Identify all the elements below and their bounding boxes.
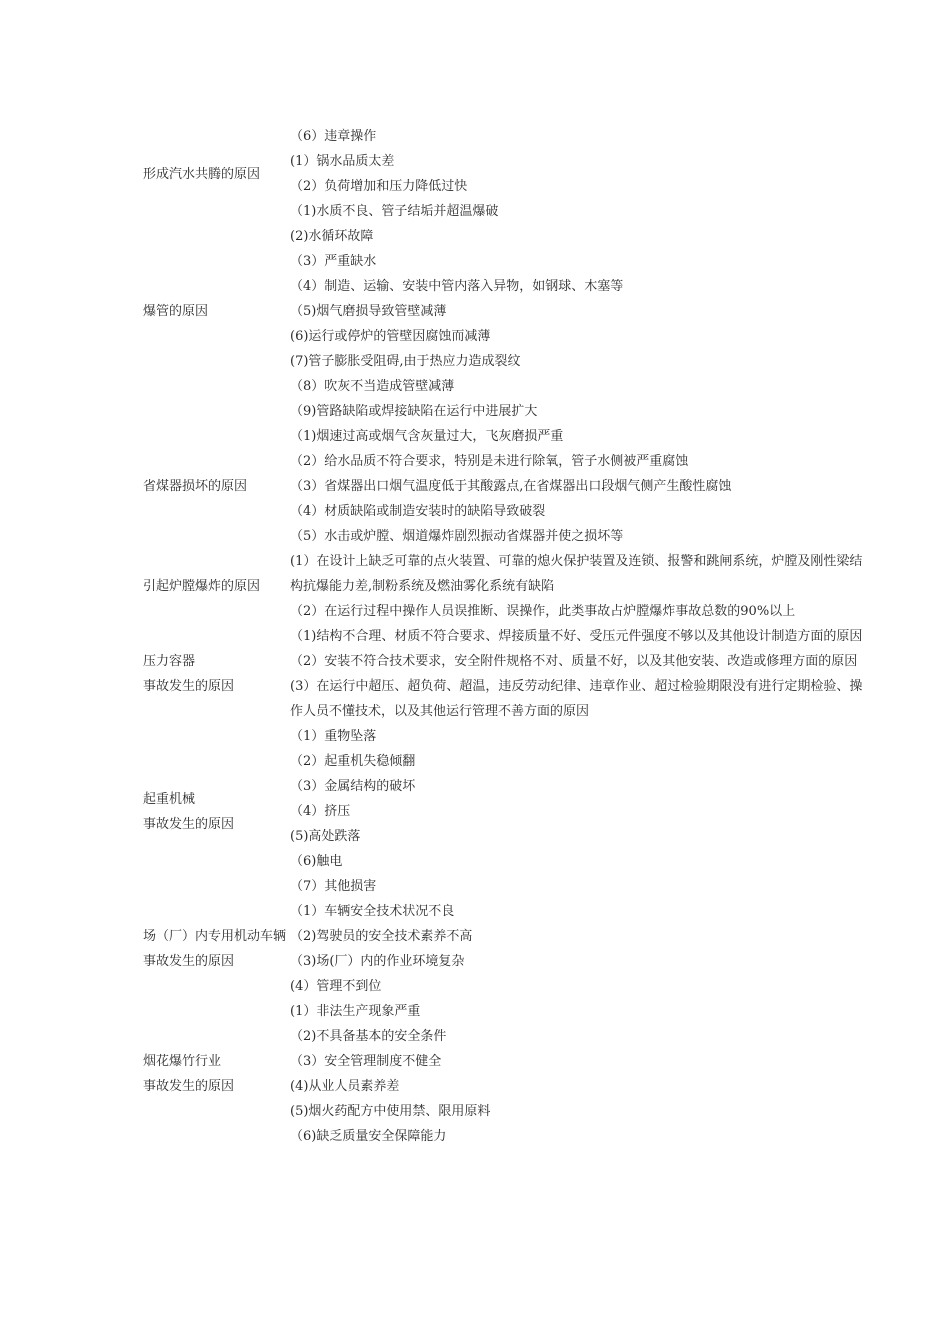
block-0 — [143, 124, 863, 149]
list-item: (6)运行或停炉的管壁因腐蚀而减薄 — [290, 329, 491, 344]
block-pressure-vessel — [143, 624, 863, 724]
list-item: （2)不具备基本的安全条件 — [290, 1029, 447, 1044]
block-label — [143, 574, 290, 599]
list-item: （1）车辆安全技术状况不良 — [290, 904, 455, 919]
block-label — [143, 299, 290, 324]
label-line: 场（厂）内专用机动车辆 — [143, 929, 287, 944]
list-item: （1)烟速过高或烟气含灰量过大，飞灰磨损严重 — [290, 429, 564, 444]
list-item: （3)场(厂）内的作业环境复杂 — [290, 954, 465, 969]
list-item: (3）在运行中超压、超负荷、超温，违反劳动纪律、违章作业、超过检验期限没有进行定期检验、操作人员不懂技术，以及其他运行管理不善方面的原因 — [290, 679, 863, 719]
label-line: 引起炉膛爆炸的原因 — [143, 579, 261, 594]
list-item: (1）在设计上缺乏可靠的点火装置、可靠的熄火保护装置及连锁、报警和跳闸系统，炉膛及刚性梁结构抗爆能力差,制粉系统及燃油雾化系统有缺陷 — [290, 554, 863, 594]
list-item: （1)水质不良、管子结垢并超温爆破 — [290, 204, 499, 219]
document-body — [143, 124, 863, 1149]
block-items — [290, 424, 863, 549]
block-label — [143, 474, 290, 499]
list-item: （7）其他损害 — [290, 879, 377, 894]
list-item: (1）非法生产现象严重 — [290, 1004, 421, 1019]
block-label — [143, 162, 290, 187]
list-item: (5)烟火药配方中使用禁、限用原料 — [290, 1104, 491, 1119]
list-item: （6)缺乏质量安全保障能力 — [290, 1129, 447, 1144]
list-item: （6)触电 — [290, 854, 343, 869]
list-item: （5)烟气磨损导致管壁减薄 — [290, 304, 447, 319]
block-tube-burst — [143, 199, 863, 424]
block-items — [290, 899, 863, 999]
block-label — [143, 649, 290, 699]
block-items — [290, 149, 863, 199]
list-item: (5)高处跌落 — [290, 829, 361, 844]
label-line: 起重机械 — [143, 791, 196, 807]
list-item: （4）制造、运输、安装中管内落入异物，如钢球、木塞等 — [290, 279, 624, 294]
label-line: 爆管的原因 — [143, 304, 209, 319]
list-item: （9)管路缺陷或焊接缺陷在运行中进展扩大 — [290, 404, 538, 419]
list-item: （2）负荷增加和压力降低过快 — [290, 179, 468, 194]
list-item: （2）起重机失稳倾翻 — [290, 754, 416, 769]
list-item: （3）严重缺水 — [290, 254, 377, 269]
label-line: 事故发生的原因 — [143, 954, 235, 969]
label-line: 省煤器损坏的原因 — [143, 479, 248, 494]
list-item: （2）安装不符合技术要求，安全附件规格不对、质量不好，以及其他安装、改造或修理方面的原因 — [290, 654, 858, 669]
block-label — [143, 787, 290, 837]
list-item: （8）吹灰不当造成管壁减薄 — [290, 379, 455, 394]
list-item: (7)管子膨胀受阻碍,由于热应力造成裂纹 — [290, 354, 521, 369]
block-economizer — [143, 424, 863, 549]
block-label — [143, 1049, 290, 1099]
label-line: 形成汽水共腾的原因 — [143, 166, 261, 182]
block-items — [290, 999, 863, 1149]
block-lifting-machinery — [143, 724, 863, 899]
block-items — [290, 549, 863, 624]
block-furnace-explosion — [143, 549, 863, 624]
list-item: (4）管理不到位 — [290, 979, 382, 994]
list-item: （4）挤压 — [290, 804, 351, 819]
block-fireworks — [143, 999, 863, 1149]
list-item: （1)结构不合理、材质不符合要求、焊接质量不好、受压元件强度不够以及其他设计制造方面的原因 — [290, 629, 863, 644]
list-item: (4)从业人员素养差 — [290, 1079, 400, 1094]
block-items — [290, 724, 863, 899]
label-line: 事故发生的原因 — [143, 816, 235, 832]
list-item: （5）水击或炉膛、烟道爆炸剧烈振动省煤器并使之损坏等 — [290, 529, 624, 544]
label-line: 烟花爆竹行业 — [143, 1054, 222, 1069]
list-item: （2)驾驶员的安全技术素养不高 — [290, 929, 473, 944]
list-item: （3）安全管理制度不健全 — [290, 1054, 442, 1069]
list-item: (1）锅水品质太差 — [290, 154, 395, 169]
list-item: （1）重物坠落 — [290, 729, 377, 744]
list-item: （3）省煤器出口烟气温度低于其酸露点,在省煤器出口段烟气侧产生酸性腐蚀 — [290, 479, 732, 494]
list-item: （3）金属结构的破坏 — [290, 779, 416, 794]
block-items — [290, 624, 863, 724]
list-item: （4）材质缺陷或制造安装时的缺陷导致破裂 — [290, 504, 546, 519]
list-item: (2)水循环故障 — [290, 229, 374, 244]
block-items — [290, 124, 863, 149]
block-motor-vehicles — [143, 899, 863, 999]
label-line: 压力容器 — [143, 654, 196, 669]
list-item: （6）违章操作 — [290, 129, 377, 144]
list-item: （2）在运行过程中操作人员误推断、误操作，此类事故占炉膛爆炸事故总数的90%以上 — [290, 604, 796, 619]
block-items — [290, 199, 863, 424]
list-item: （2）给水品质不符合要求，特别是未进行除氧，管子水侧被严重腐蚀 — [290, 454, 689, 469]
block-steam-foaming — [143, 149, 863, 199]
block-label — [143, 924, 290, 974]
label-line: 事故发生的原因 — [143, 1079, 235, 1094]
label-line: 事故发生的原因 — [143, 679, 235, 694]
